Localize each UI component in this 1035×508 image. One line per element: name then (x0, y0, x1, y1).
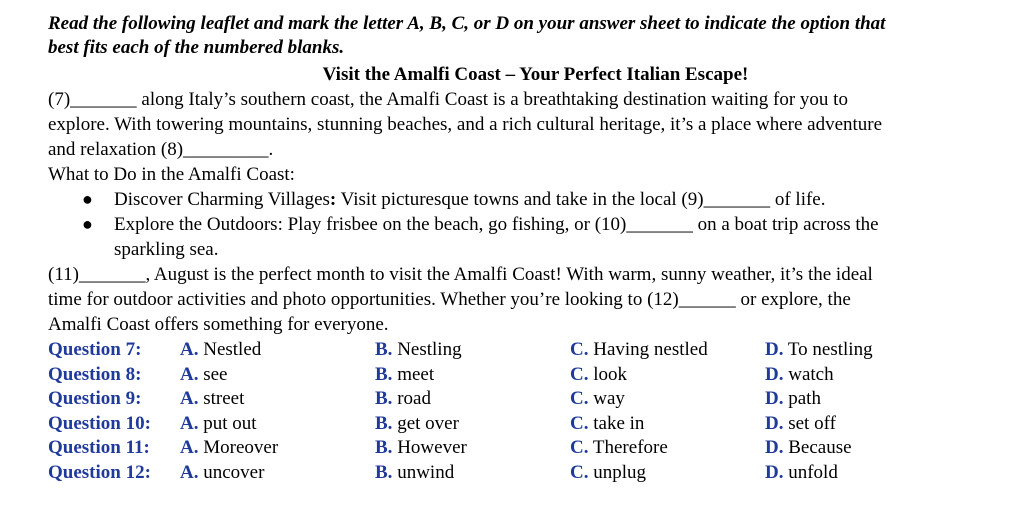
option-b[interactable]: B. However (375, 437, 467, 459)
activities-list (48, 187, 1023, 262)
question-row (48, 363, 1023, 388)
option-a[interactable]: A. street (180, 388, 245, 410)
question-row (48, 412, 1023, 437)
exam-page (48, 12, 1023, 486)
question-row (48, 338, 1023, 363)
bullet-1-colon: : (329, 189, 337, 210)
question-row (48, 436, 1023, 461)
question-label: Question 12: (48, 461, 151, 483)
paragraph-1-line-1: (7)_______ along Italy’s southern coast, the Amalfi Coast is a breathtaking destination waiting for you to (48, 89, 848, 110)
paragraph-1-line-3: and relaxation (8)_________. (48, 139, 274, 160)
paragraph-2-line-1: (11)_______, August is the perfect month to visit the Amalfi Coast! With warm, sunny weather, it’s the ideal (48, 264, 873, 285)
option-a[interactable]: A. see (180, 363, 228, 385)
instruction-line-2: best fits each of the numbered blanks. (48, 37, 345, 58)
paragraph-2-line-2: time for outdoor activities and photo opportunities. Whether you’re looking to (12)______ or explore, the (48, 289, 851, 310)
question-row (48, 387, 1023, 412)
option-b[interactable]: B. Nestling (375, 339, 462, 360)
option-b[interactable]: B. unwind (375, 461, 455, 483)
option-b[interactable]: B. get over (375, 412, 459, 434)
question-label: Question 11: (48, 437, 150, 459)
option-d[interactable]: D. watch (765, 363, 834, 385)
option-c[interactable]: C. unplug (570, 461, 647, 483)
option-a[interactable]: A. Moreover (180, 437, 279, 459)
option-c[interactable]: C. way (570, 388, 625, 410)
bullet-2-text: Explore the Outdoors: Play frisbee on the beach, go fishing, or (10)_______ on a boat trip across the (114, 214, 879, 235)
option-b[interactable]: B. meet (375, 363, 435, 385)
bullet-icon: ● (82, 214, 93, 234)
list-item (82, 187, 1023, 212)
bullet-icon: ● (82, 189, 93, 209)
answer-options (48, 338, 1023, 486)
question-label: Question 10: (48, 412, 151, 434)
option-d[interactable]: D. set off (765, 412, 836, 434)
instruction-line-1: Read the following leaflet and mark the letter A, B, C, or D on your answer sheet to indicate the option that (48, 13, 886, 34)
leaflet-title: Visit the Amalfi Coast – Your Perfect Italian Escape! (322, 64, 749, 85)
paragraph-1-line-2: explore. With towering mountains, stunning beaches, and a rich cultural heritage, it’s a place where adventure (48, 114, 883, 135)
question-label: Question 7: (48, 339, 142, 360)
instruction (48, 12, 1023, 60)
bullet-1-text: Visit picturesque towns and take in the local (9)_______ of life. (336, 189, 826, 210)
option-d[interactable]: D. path (765, 388, 821, 410)
option-b[interactable]: B. road (375, 388, 431, 410)
option-d[interactable]: D. Because (765, 437, 852, 459)
option-a[interactable]: A. Nestled (180, 339, 262, 360)
option-a[interactable]: A. uncover (180, 461, 265, 483)
question-label: Question 9: (48, 388, 142, 410)
list-item (82, 212, 1023, 262)
option-c[interactable]: C. Therefore (570, 437, 668, 459)
bullet-1-lead: Discover Charming Villages (114, 189, 330, 210)
paragraph-2 (48, 262, 1023, 337)
option-c[interactable]: C. Having nestled (570, 339, 708, 360)
paragraph-1 (48, 87, 1023, 162)
option-d[interactable]: D. unfold (765, 461, 838, 483)
option-c[interactable]: C. take in (570, 412, 645, 434)
option-d[interactable]: D. To nestling (765, 339, 873, 360)
paragraph-2-line-3: Amalfi Coast offers something for everyone. (48, 314, 389, 335)
question-label: Question 8: (48, 363, 142, 385)
option-c[interactable]: C. look (570, 363, 628, 385)
question-row (48, 461, 1023, 486)
bullet-2-text-line-2: sparkling sea. (114, 239, 219, 260)
section-heading: What to Do in the Amalfi Coast: (48, 164, 295, 185)
option-a[interactable]: A. put out (180, 412, 257, 434)
